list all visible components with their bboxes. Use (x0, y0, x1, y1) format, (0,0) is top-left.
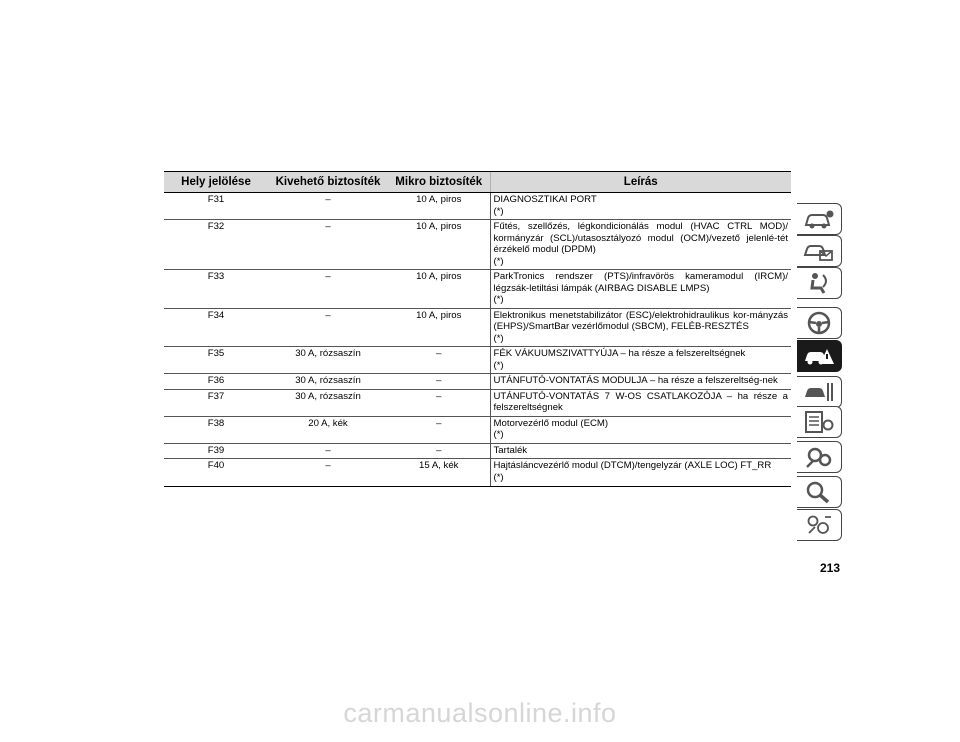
description-note: (*) (493, 429, 504, 440)
description-text: UTÁNFUTÓ-VONTATÁS 7 W-OS CSATLAKOZÓJA – ha része a felszereltségnek (493, 390, 788, 413)
cell-cartridge: – (268, 220, 388, 270)
table-row (164, 374, 791, 390)
car-dashboard-icon (803, 207, 835, 231)
watermark: carmanualsonline.info (343, 698, 617, 728)
cell-location: F38 (164, 416, 268, 443)
header-description: Leírás (490, 172, 791, 193)
table-row (164, 270, 791, 309)
description-text: Hajtásláncvezérlő modul (DTCM)/tengelyzár (AXLE LOC) FT_RR (493, 460, 772, 471)
cell-cartridge: – (268, 459, 388, 487)
tab-car-message[interactable] (797, 235, 842, 267)
tab-car-warning[interactable] (797, 340, 842, 372)
cell-location: F31 (164, 193, 268, 220)
cell-micro: – (388, 416, 490, 443)
cell-description (490, 347, 791, 374)
description-note: (*) (493, 359, 504, 371)
description-text: Tartalék (493, 444, 528, 456)
cell-location: F39 (164, 443, 268, 459)
cell-micro: 15 A, kék (388, 459, 490, 487)
cell-description (490, 193, 791, 220)
cell-description (490, 416, 791, 443)
cell-cartridge: 20 A, kék (268, 416, 388, 443)
steering-wheel-icon (803, 311, 835, 335)
seat-airbag-icon (803, 271, 835, 295)
car-tools-icon (803, 380, 835, 404)
header-cartridge-fuse: Kivehető biztosíték (268, 172, 388, 193)
table-row (164, 347, 791, 374)
cell-location: F33 (164, 270, 268, 309)
fuse-table (164, 171, 791, 487)
tab-steering-wheel[interactable] (797, 307, 842, 339)
description-note: (*) (493, 332, 504, 344)
cell-description (490, 389, 791, 416)
cell-description (490, 443, 791, 459)
cell-description (490, 270, 791, 309)
cell-micro: 10 A, piros (388, 308, 490, 347)
table-row (164, 443, 791, 459)
tab-checklist[interactable] (797, 406, 842, 438)
tab-search[interactable] (797, 476, 842, 508)
cell-location: F40 (164, 459, 268, 487)
cell-description (490, 374, 791, 390)
car-gears-icon (803, 445, 835, 469)
description-note: (*) (493, 255, 504, 267)
cell-micro: – (388, 443, 490, 459)
description-note: (*) (493, 205, 504, 217)
cell-micro: 10 A, piros (388, 193, 490, 220)
cell-cartridge: – (268, 193, 388, 220)
cell-location: F32 (164, 220, 268, 270)
tab-car-tools[interactable] (797, 376, 842, 408)
table-row (164, 459, 791, 487)
description-text: Elektronikus menetstabilizátor (ESC)/elektrohidraulikus kor-mányzás (EHPS)/SmartBar vezérlőmodul (SBCM), FELÉB-RESZTÉS (493, 309, 788, 332)
description-text: DIAGNOSZTIKAI PORT (493, 194, 597, 205)
header-micro-fuse: Mikro biztosíték (388, 172, 490, 193)
cell-location: F34 (164, 308, 268, 347)
description-text: ParkTronics rendszer (PTS)/infravörös kameramodul (IRCM)/ légzsák-letiltási lámpák (AIRBAG DISABLE LMPS) (493, 271, 788, 294)
checklist-icon (803, 410, 835, 434)
tab-multilingual[interactable] (797, 509, 842, 541)
cell-micro: – (388, 374, 490, 390)
magnifier-icon (803, 480, 835, 504)
description-text: UTÁNFUTÓ-VONTATÁS MODULJA – ha része a felszereltség-nek (493, 375, 778, 386)
cell-cartridge: – (268, 308, 388, 347)
cell-micro: – (388, 389, 490, 416)
description-text: FÉK VÁKUUMSZIVATTYÚJA – ha része a felszereltségnek (493, 348, 746, 359)
car-message-icon (803, 239, 835, 263)
page-number: 213 (819, 561, 840, 575)
table-row (164, 220, 791, 270)
description-note: (*) (493, 471, 504, 483)
cell-cartridge: 30 A, rózsaszín (268, 389, 388, 416)
cell-description (490, 308, 791, 347)
cell-cartridge: 30 A, rózsaszín (268, 374, 388, 390)
description-text: Fűtés, szellőzés, légkondicionálás modul (HVAC CTRL MOD)/ kormányzár (SCL)/utasosztályozó modul (OCM)/vezető jelenlé-tét érzékelő modul (DPDM) (493, 221, 788, 255)
table-row (164, 308, 791, 347)
table-row (164, 416, 791, 443)
cell-description (490, 220, 791, 270)
cell-location: F35 (164, 347, 268, 374)
cell-cartridge: – (268, 443, 388, 459)
description-note: (*) (493, 294, 504, 305)
cell-cartridge: – (268, 270, 388, 309)
tab-car-gears[interactable] (797, 441, 842, 473)
cell-description (490, 459, 791, 487)
table-row (164, 389, 791, 416)
cell-micro: 10 A, piros (388, 220, 490, 270)
car-warning-icon (803, 344, 835, 368)
cell-micro: – (388, 347, 490, 374)
tab-car-dashboard[interactable] (797, 203, 842, 235)
table-row (164, 193, 791, 220)
cell-micro: 10 A, piros (388, 270, 490, 309)
cell-cartridge: 30 A, rózsaszín (268, 347, 388, 374)
header-location: Hely jelölése (164, 172, 268, 193)
cell-location: F37 (164, 389, 268, 416)
description-text: Motorvezérlő modul (ECM) (493, 417, 609, 429)
table-header-row (164, 172, 791, 193)
multilingual-icon (803, 513, 835, 537)
tab-seat-airbag[interactable] (797, 267, 842, 299)
cell-location: F36 (164, 374, 268, 390)
